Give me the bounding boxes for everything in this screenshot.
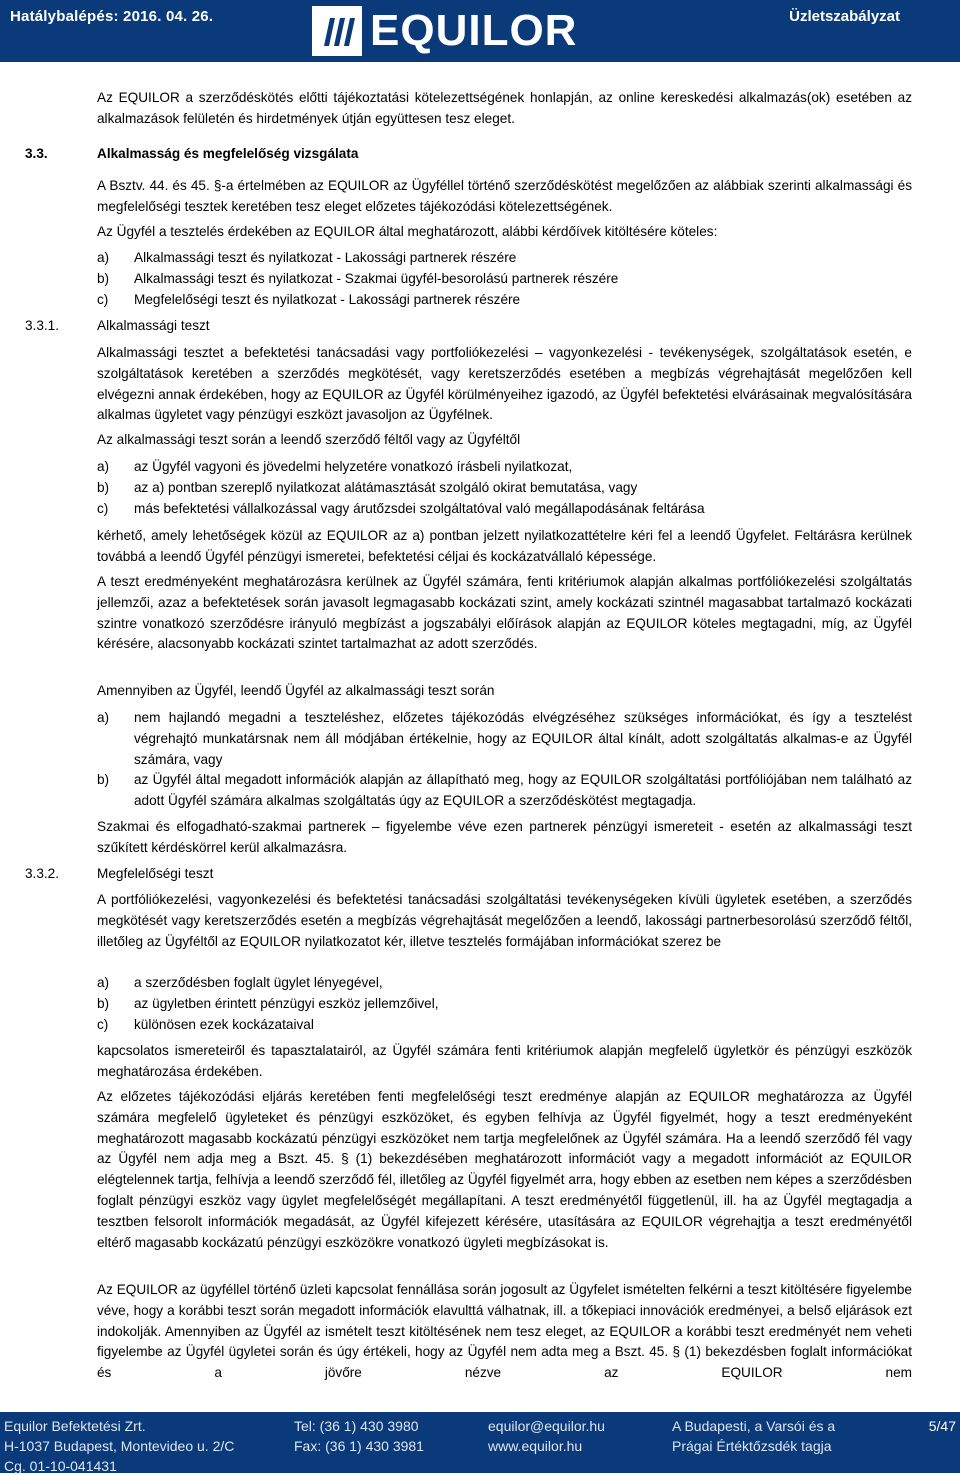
section-title: Alkalmasság és megfelelőség vizsgálata [97,146,359,161]
effective-date: Hatálybalépés: 2016. 04. 26. [10,8,214,25]
list-marker: a) [97,459,110,474]
phone-number: Tel: (36 1) 430 3980 [294,1418,419,1434]
list-marker: a) [97,250,110,265]
membership-line: A Budapesti, a Varsói és a [672,1418,836,1434]
list-text: Alkalmassági teszt és nyilatkozat - Lakossági partnerek részére [134,250,517,265]
subsection-title: Megfelelőségi teszt [97,866,214,881]
equilor-logo-mark-icon [312,6,362,56]
subsection-number: 3.3.1. [25,318,60,333]
list-text: nem hajlandó megadni a teszteléshez, előzetes tájékozódás elvégzéséhez szükséges információkat, és így a tesztelést végrehajtó munkatársnak nem áll módjában értékelnie, hogy az EQUILOR által kínált, adott szolgáltatás alkalmas-e az Ügyfél számára, vagy [134,710,912,767]
footer-membership-block [672,1416,835,1456]
list-text: más befektetési vállalkozással vagy árutőzsdei szolgáltatóval való megállapodásának feltárása [134,501,705,516]
membership-line: Prágai Értéktőzsdék tagja [672,1438,832,1454]
equilor-logo [312,6,577,56]
intro-paragraph: Az EQUILOR a szerződéskötés előtti tájékoztatási kötelezettségének honlapján, az online kereskedési alkalmazás(ok) esetében az alkalmazások felületén és hirdetmények útján együttesen tesz eleget. [97,90,912,126]
list-text: az Ügyfél által megadott információk alapján az állapítható meg, hogy az EQUILOR szolgáltatási portfóliójában nem található az adott Ügyfél számára alkalmas szolgáltatás úgy az EQUILOR a szerződéskötést megtagadja. [134,772,912,808]
paragraph: A portfóliókezelési, vagyonkezelési és befektetési tanácsadási szolgáltatási tevékenységeken kívüli ügyletek esetében, a szerződés megkötését vagy keretszerződés esetén a megbízás végrehajtását megelőzően a leendő, lakossági partnerbesorolású szerződő féltől, illetőleg az Ügyféltől az EQUILOR nyilatkozatot kér, illetve tesztelés formájában információkat szerez be [97,892,912,949]
page-number: 5/47 [928,1418,956,1434]
list-text: az a) pontban szereplő nyilatkozat alátámasztását szolgáló okirat bemutatása, vagy [134,480,638,495]
company-registration: Cg. 01-10-041431 [4,1458,117,1474]
paragraph: A teszt eredményeként meghatározásra kerülnek az Ügyfél számára, fenti kritériumok alapján alkalmas portfóliókezelési szolgáltatás jellemzői, azaz a befektetések során javasolt legmagasabb kockázati szint, amely kockázati szintnél magasabbat tartalmazó kockázati szintre vonatkozó szerződésre irányuló megbízást a jogszabályi előírások alapján az EQUILOR köteles megtagadni, míg, az Ügyfél kérésére, alacsonyabb kockázati szintet tartalmazhat az adott szerződés. [97,574,912,652]
paragraph: Alkalmassági tesztet a befektetési tanácsadási vagy portfoliókezelési – vagyonkezelési - tevékenységek, szolgáltatások esetén, e szolgáltatások keretében a szerződés megkötését, vagy keretszerződés esetében a megbízás végrehajtását megelőzően kell elvégezni annak érdekében, hogy az EQUILOR az Ügyfél körülményeihez igazodó, az Ügyfél befektetési elvárásainak megvalósítására alkalmas ügyletet vagy pénzügyi eszközt javasoljon az Ügyfélnek. [97,345,912,423]
list-text: Megfelelőségi teszt és nyilatkozat - Lakossági partnerek részére [134,292,521,307]
list-marker: b) [97,480,110,495]
website-link[interactable]: www.equilor.hu [488,1438,583,1454]
list-marker: c) [97,292,109,307]
fax-number: Fax: (36 1) 430 3981 [294,1438,424,1454]
footer-company-block [4,1416,234,1476]
company-name: Equilor Befektetési Zrt. [4,1418,146,1434]
list-text: különösen ezek kockázataival [134,1017,314,1032]
subsection-title: Alkalmassági teszt [97,318,210,333]
paragraph: Szakmai és elfogadható-szakmai partnerek – figyelembe véve ezen partnerek pénzügyi ismereteit - esetén az alkalmassági teszt szűkített kérdéskörrel kerül alkalmazásra. [97,819,912,855]
paragraph: Az előzetes tájékozódási eljárás keretében fenti megfelelőségi teszt eredménye alapján az EQUILOR meghatározza az Ügyfél számára megfelelő ügyleteket és pénzügyi eszközöket, és egyben felhívja az Ügyfél figyelmét, hogy a teszt eredményeként meghatározott magasabb kockázatú pénzügyi eszközöket nem tartja megfelelőnek az Ügyfél számára. Ha a leendő szerződő fél vagy az Ügyfél nem adja meg a Bszt. 45. § (1) bekezdésében meghatározott információt vagy a megadott információt az EQUILOR elégtelennek tartja, felhívja a leendő szerződő fél, illetőleg az Ügyfél figyelmét arra, hogy ebben az esetben nem képes a szerződésben foglalt pénzügyi eszköz vagy ügylet megfelelőségét megállapítani. A teszt eredményétől függetlenül, ill. ha az Ügyfél megtagadja a tesztben felsorolt információk megadását, az Ügyfél kifejezett kérésére, utasítására az EQUILOR végrehajtja a teszt eredményétől eltérő magasabb kockázatú pénzügyi eszközökre vonatkozó ügyleti megbízásokat is. [97,1089,912,1250]
list-text: az ügyletben érintett pénzügyi eszköz jellemzőivel, [134,996,439,1011]
paragraph: Az Ügyfél a tesztelés érdekében az EQUILOR által meghatározott, alábbi kérdőívek kitöltésére köteles: [97,224,718,239]
list-marker: b) [97,271,110,286]
paragraph: Az alkalmassági teszt során a leendő szerződő féltől vagy az Ügyféltől [97,432,521,447]
list-marker: b) [97,772,110,787]
list-text: az Ügyfél vagyoni és jövedelmi helyzetére vonatkozó írásbeli nyilatkozat, [134,459,573,474]
page-header [0,0,960,62]
email-link[interactable]: equilor@equilor.hu [488,1418,605,1434]
paragraph: kérhető, amely lehetőségek közül az EQUILOR az a) pontban jelzett nyilatkozattételre kéri fel a leendő Ügyfelet. Feltárásra kerülnek továbbá a leendő Ügyfél pénzügyi ismeretei, befektetési céljai és kockázatvállaló képessége. [97,528,912,564]
list-marker: c) [97,1017,109,1032]
paragraph: A Bsztv. 44. és 45. §-a értelmében az EQUILOR az Ügyféllel történő szerződéskötést megelőzően az alábbiak szerinti alkalmassági és megfelelőségi tesztek keretében tesz eleget előzetes tájékozódási kötelezettségének. [97,178,912,214]
section-number: 3.3. [25,146,48,161]
list-marker: c) [97,501,109,516]
list-marker: a) [97,710,110,725]
page-footer [0,1412,960,1473]
list-marker: b) [97,996,110,1011]
list-text: Alkalmassági teszt és nyilatkozat - Szakmai ügyfél-besorolású partnerek részére [134,271,619,286]
brand-name: EQUILOR [370,6,578,55]
paragraph: Az EQUILOR az ügyféllel történő üzleti kapcsolat fennállása során jogosult az Ügyfelet ismételten felkérni a teszt kitöltésére figyelembe véve, hogy a korábbi teszt során megadott információk elavulttá válhatnak, ill. a tőkepiaci innovációk eredményei, a belső eljárások ezt indokolják. Amennyiben az Ügyfél az ismételt teszt kitöltésének nem tesz eleget, az EQUILOR a korábbi teszt eredményét nem veheti figyelembe az Ügyfél ügyletei során és úgy értékeli, hogy az Ügyfél nem adta meg a Bszt. 45. § (1) bekezdésben foglalt információkat és a jövőre nézve az EQUILOR nem [97,1282,912,1381]
subsection-number: 3.3.2. [25,866,60,881]
list-marker: a) [97,975,110,990]
footer-contact-block [488,1416,605,1456]
document-title: Üzletszabályzat [789,8,900,25]
paragraph: kapcsolatos ismereteiről és tapasztalatairól, az Ügyfél számára fenti kritériumok alapján megfelelő ügyletkör és pénzügyi eszközök meghatározása érdekében. [97,1043,912,1079]
company-address: H-1037 Budapest, Montevideo u. 2/C [4,1438,235,1454]
list-text: a szerződésben foglalt ügylet lényegével, [134,975,383,990]
footer-phone-block [294,1416,424,1456]
paragraph: Amennyiben az Ügyfél, leendő Ügyfél az alkalmassági teszt során [97,683,495,698]
